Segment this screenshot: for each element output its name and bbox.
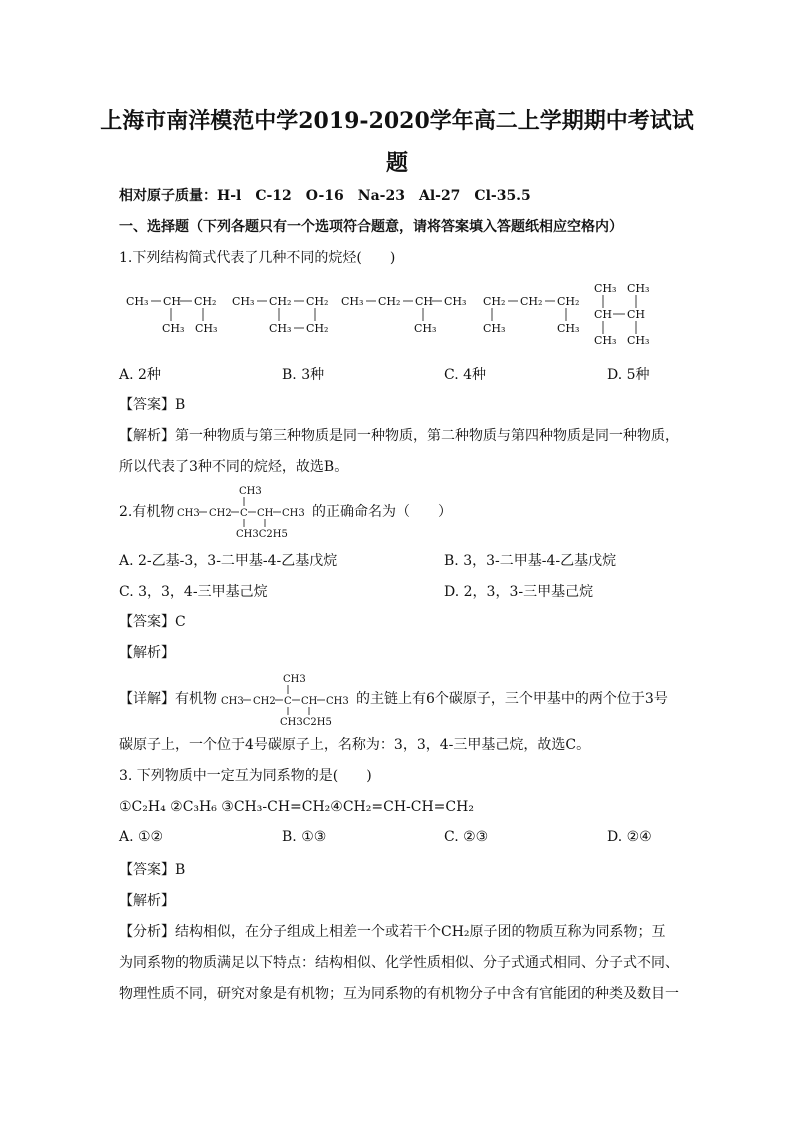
- s1-ch: CH: [163, 295, 182, 308]
- s2-ch2-a: CH₂: [269, 295, 292, 308]
- s3-ch3-c: CH₃: [414, 322, 437, 335]
- s1-ch3-a: CH₃: [126, 295, 149, 308]
- q3-option-b: B. ①③: [282, 829, 327, 845]
- q2-ch: CH: [257, 508, 274, 519]
- q3-option-a: A. ①②: [119, 829, 164, 845]
- q2-option-d: D. 2，3，3-三甲基己烷: [444, 584, 594, 600]
- section-heading: 一、选择题（下列各题只有一个选项符合题意，请将答案填入答题纸相应空格内）: [119, 219, 623, 235]
- s2-ch3-a: CH₃: [232, 295, 255, 308]
- doc-title-line2: 题: [385, 150, 408, 176]
- doc-title-line1: 上海市南洋模范中学2019-2020学年高二上学期期中考试试: [100, 108, 694, 134]
- q1-structures: [119, 278, 659, 350]
- q3-analysis-line1: 【分析】结构相似，在分子组成上相差一个或若干个CH₂原子团的物质互称为同系物；互: [119, 924, 666, 940]
- s2-ch2-c: CH₂: [306, 322, 329, 335]
- s1-ch3-b: CH₃: [162, 322, 185, 335]
- q1-analysis-line1: 【解析】第一种物质与第三种物质是同一种物质，第二种物质与第四种物质是同一种物质，: [119, 428, 679, 444]
- q1-answer: 【答案】B: [119, 397, 186, 413]
- s4-ch3-a: CH₃: [483, 322, 506, 335]
- s5-ch3-a: CH₃: [594, 282, 617, 295]
- s3-ch: CH: [415, 295, 434, 308]
- q2-option-b: B. 3，3-二甲基-4-乙基戊烷: [444, 553, 617, 569]
- q2-option-c: C. 3，3，4-三甲基己烷: [119, 584, 268, 600]
- q1-analysis-line2: 所以代表了3种不同的烷烃，故选B。: [119, 459, 349, 475]
- q2d-ch3-right: CH3: [326, 696, 349, 707]
- s2-ch2-b: CH₂: [306, 295, 329, 308]
- q2-detail-structure: [220, 670, 356, 728]
- q2-analysis-label: 【解析】: [119, 645, 175, 661]
- s3-ch3-b: CH₃: [444, 295, 467, 308]
- q2-ch3-top: CH3: [239, 486, 262, 497]
- atomic-masses: 相对原子质量：H-l C-12 O-16 Na-23 Al-27 Cl-35.5: [119, 188, 531, 204]
- q3-option-d: D. ②④: [607, 829, 652, 845]
- s1-ch2: CH₂: [194, 295, 217, 308]
- q3-substances: ①C₂H₄ ②C₃H₆ ③CH₃-CH=CH₂④CH₂=CH-CH=CH₂: [119, 799, 474, 815]
- q2-option-a: A. 2-乙基-3，3-二甲基-4-乙基戊烷: [119, 553, 338, 569]
- q2-ch2: CH2: [209, 508, 232, 519]
- q3-stem: 3. 下列物质中一定互为同系物的是( ): [119, 768, 372, 784]
- q3-option-c: C. ②③: [444, 829, 489, 845]
- q2-stem-suffix: 的正确命名为（ ）: [312, 504, 452, 520]
- q1-option-b: B. 3种: [282, 367, 325, 383]
- s4-ch2-a: CH₂: [483, 295, 506, 308]
- q1-option-d: D. 5种: [607, 367, 650, 383]
- q2-structure: [176, 482, 312, 540]
- s3-ch2: CH₂: [378, 295, 401, 308]
- s5-ch-a: CH: [594, 308, 613, 321]
- q2-detail-line2: 碳原子上，一个位于4号碳原子上，名称为：3，3，4-三甲基己烷，故选C。: [119, 737, 591, 753]
- q2d-ch2: CH2: [253, 696, 276, 707]
- s5-ch3-b: CH₃: [627, 282, 650, 295]
- q2d-ch3c2h5: CH3C2H5: [280, 717, 332, 728]
- s4-ch2-c: CH₂: [557, 295, 580, 308]
- q2-stem-prefix: 2.有机物: [119, 504, 175, 520]
- q2-ch3c2h5: CH3C2H5: [236, 529, 288, 540]
- q1-stem: 1.下列结构简式代表了几种不同的烷烃( ): [119, 250, 396, 266]
- s5-ch-b: CH: [627, 308, 646, 321]
- q1-option-a: A. 2种: [119, 367, 161, 383]
- q2-answer: 【答案】C: [119, 614, 186, 630]
- q3-analysis-line3: 物理性质不同，研究对象是有机物；互为同系物的有机物分子中含有官能团的种类及数目一: [119, 986, 679, 1002]
- q3-analysis-label: 【解析】: [119, 893, 175, 909]
- s5-ch3-d: CH₃: [627, 334, 650, 347]
- q2d-c: C: [284, 696, 292, 707]
- s4-ch3-b: CH₃: [557, 322, 580, 335]
- s5-ch3-c: CH₃: [594, 334, 617, 347]
- q2d-ch: CH: [301, 696, 318, 707]
- q1-option-c: C. 4种: [444, 367, 487, 383]
- q2-c: C: [240, 508, 248, 519]
- q2-detail-suffix: 的主链上有6个碳原子，三个甲基中的两个位于3号: [356, 691, 668, 707]
- q2-detail-prefix: 【详解】有机物: [119, 691, 217, 707]
- s1-ch3-c: CH₃: [195, 322, 218, 335]
- q3-analysis-line2: 为同系物的物质满足以下特点：结构相似、化学性质相似、分子式通式相同、分子式不同、: [119, 955, 679, 971]
- q3-answer: 【答案】B: [119, 862, 186, 878]
- s3-ch3-a: CH₃: [341, 295, 364, 308]
- q2-ch3-right: CH3: [282, 508, 305, 519]
- q2d-ch3-top: CH3: [283, 674, 306, 685]
- q2-ch3-left: CH3: [177, 508, 200, 519]
- s4-ch2-b: CH₂: [520, 295, 543, 308]
- q2d-ch3-left: CH3: [221, 696, 244, 707]
- s2-ch3-b: CH₃: [269, 322, 292, 335]
